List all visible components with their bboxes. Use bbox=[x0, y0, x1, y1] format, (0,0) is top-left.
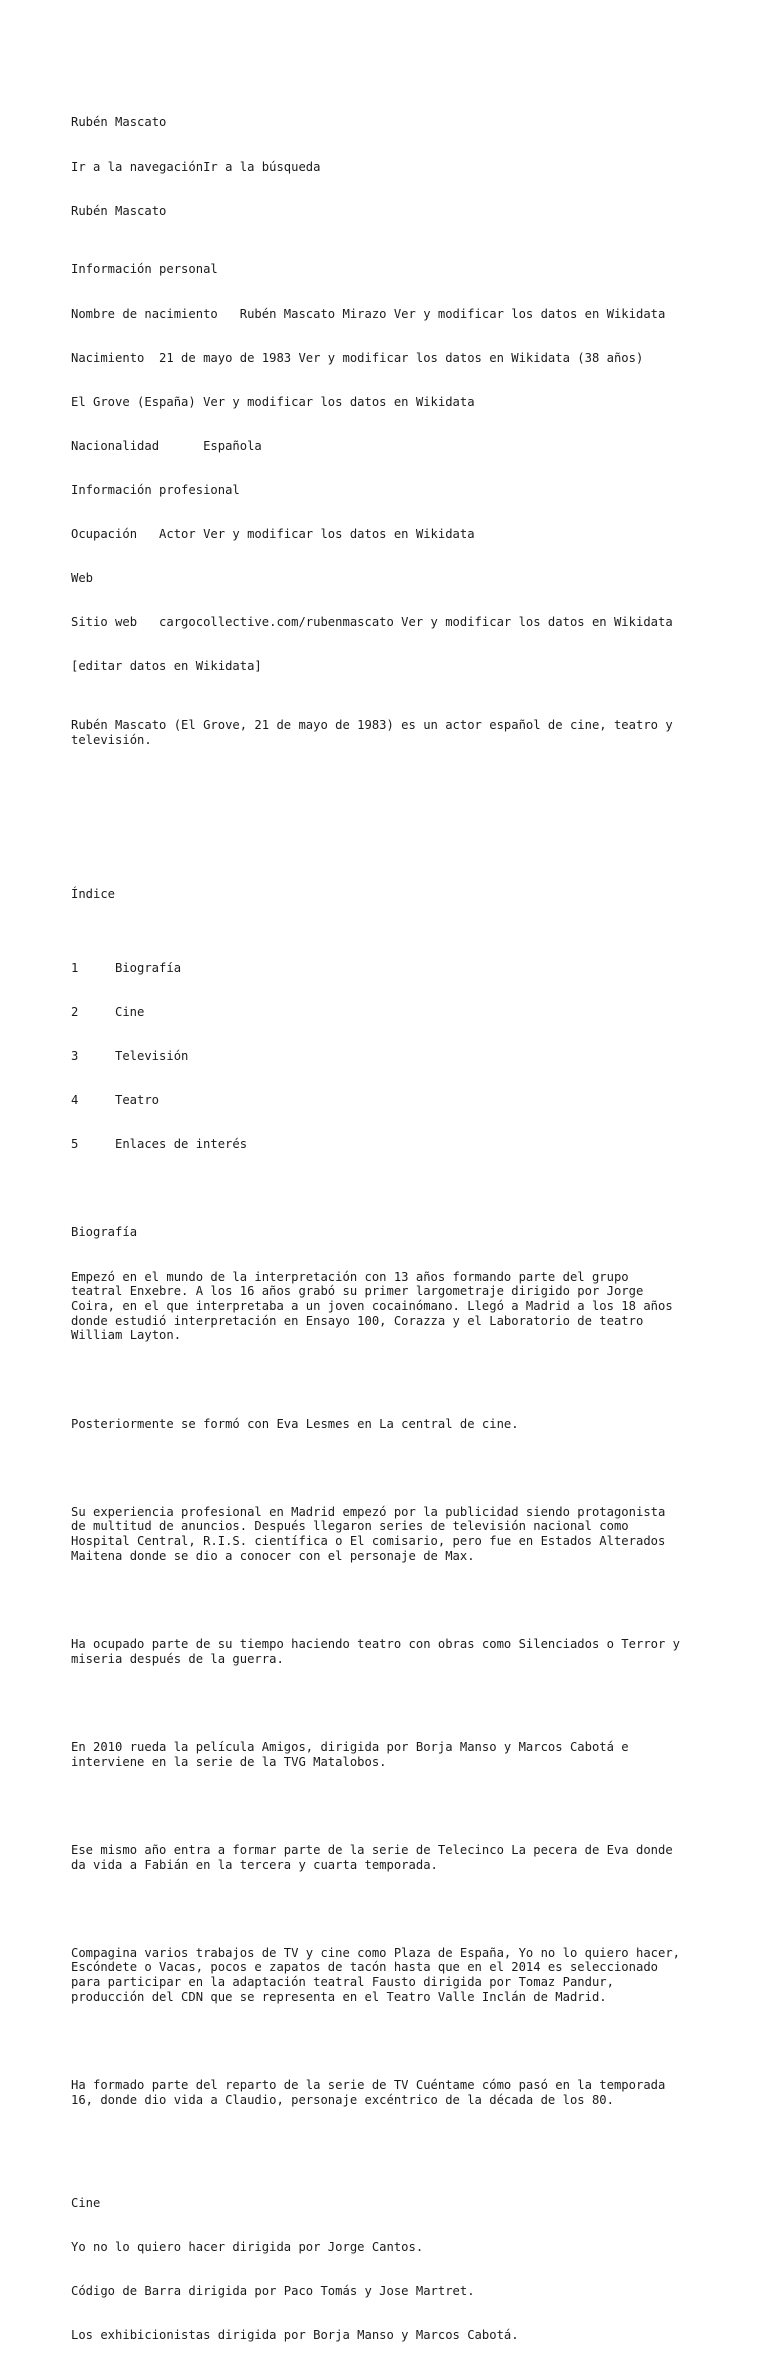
toc-label[interactable]: Teatro bbox=[115, 1093, 160, 1108]
article-subtitle: Rubén Mascato bbox=[71, 203, 167, 218]
toc-number: 1 bbox=[71, 960, 79, 975]
infobox-birthplace: El Grove (España) Ver y modificar los datos en Wikidata bbox=[71, 394, 475, 409]
spacer bbox=[71, 2034, 751, 2049]
toc-number: 3 bbox=[71, 1048, 79, 1063]
infobox-occupation: Ocupación Actor Ver y modificar los datos en Wikidata bbox=[71, 527, 475, 542]
biography-paragraph: Posteriormente se formó con Eva Lesmes en La central de cine. bbox=[71, 1416, 519, 1431]
edit-wikidata-link[interactable]: [editar datos en Wikidata] bbox=[71, 659, 262, 674]
page-title: Rubén Mascato bbox=[71, 115, 167, 130]
biography-paragraph: Ha ocupado parte de su tiempo haciendo teatro con obras como Silenciados o Terror y miseria después de la guerra. bbox=[71, 1637, 681, 1666]
spacer bbox=[71, 1799, 751, 1814]
toc-heading: Índice bbox=[71, 887, 116, 902]
toc-item[interactable] bbox=[71, 1137, 751, 1152]
toc-number: 2 bbox=[71, 1004, 79, 1019]
infobox-web-heading: Web bbox=[71, 571, 94, 586]
intro-paragraph: Rubén Mascato (El Grove, 21 de mayo de 1983) es un actor español de cine, teatro y televisión. bbox=[71, 718, 673, 747]
biography-paragraph: Ese mismo año entra a formar parte de la serie de Telecinco La pecera de Eva donde da vida a Fabián en la tercera y cuarta temporada. bbox=[71, 1842, 673, 1872]
toc-item[interactable] bbox=[71, 1005, 751, 1020]
toc-number: 5 bbox=[71, 1137, 79, 1152]
infobox-nationality: Nacionalidad Española bbox=[71, 438, 262, 453]
table-of-contents bbox=[71, 931, 751, 1181]
toc-item[interactable] bbox=[71, 1049, 751, 1064]
spacer bbox=[71, 1461, 751, 1476]
spacer bbox=[71, 1696, 751, 1711]
cine-item: Yo no lo quiero hacer dirigida por Jorge Cantos. bbox=[71, 2239, 424, 2254]
toc-label[interactable]: Cine bbox=[115, 1004, 145, 1019]
cine-item: Los exhibicionistas dirigida por Borja Manso y Marcos Cabotá. bbox=[71, 2328, 519, 2343]
biography-paragraph: Ha formado parte del reparto de la serie de TV Cuéntame cómo pasó en la temporada 16, donde dio vida a Claudio, personaje excéntrico de la década de los 80. bbox=[71, 2078, 666, 2107]
spacer bbox=[71, 1902, 751, 1917]
infobox-professional-heading: Información profesional bbox=[71, 482, 240, 497]
spacer bbox=[71, 2137, 751, 2152]
infobox-birth-name: Nombre de nacimiento Rubén Mascato Mirazo Ver y modificar los datos en Wikidata bbox=[71, 306, 666, 321]
infobox-personal-heading: Información personal bbox=[71, 262, 218, 277]
toc-label[interactable]: Biografía bbox=[115, 960, 182, 975]
biography-heading: Biografía bbox=[71, 1225, 138, 1240]
toc-item[interactable] bbox=[71, 961, 751, 976]
spacer bbox=[71, 777, 751, 799]
biography-paragraph: Empezó en el mundo de la interpretación con 13 años formando parte del grupo teatral Enxebre. A los 16 años grabó su primer largometraje dirigido por Jorge Coira, en el que interpretaba a un joven cocainómano. Llegó a Madrid a los 18 años donde estudió interpretación en Ensayo 100, Corazza y el Laboratorio de teatro William Layton. bbox=[71, 1269, 673, 1343]
infobox-website[interactable]: Sitio web cargocollective.com/rubenmascato Ver y modificar los datos en Wikidata bbox=[71, 615, 673, 630]
cine-heading: Cine bbox=[71, 2195, 101, 2210]
biography-paragraph: Compagina varios trabajos de TV y cine como Plaza de España, Yo no lo quiero hacer, Escóndete o Vacas, pocos e zapatos de tacón hasta que en el 2014 es seleccionado para participar en la adaptación teatral Fausto dirigida por Tomaz Pandur, producción del CDN que se representa en el Teatro Valle Inclán de Madrid. bbox=[71, 1945, 681, 2004]
biography-paragraph: En 2010 rueda la película Amigos, dirigida por Borja Manso y Marcos Cabotá e interviene en la serie de la TVG Matalobos. bbox=[71, 1739, 629, 1769]
spacer bbox=[71, 1372, 751, 1387]
toc-label[interactable]: Enlaces de interés bbox=[115, 1137, 248, 1152]
spacer bbox=[71, 828, 751, 843]
toc-label[interactable]: Televisión bbox=[115, 1048, 189, 1063]
spacer bbox=[71, 1593, 751, 1608]
toc-number: 4 bbox=[71, 1093, 79, 1108]
cine-item: Código de Barra dirigida por Paco Tomás y Jose Martret. bbox=[71, 2283, 475, 2298]
biography-paragraph: Su experiencia profesional en Madrid empezó por la publicidad siendo protagonista de multitud de anuncios. Después llegaron series de televisión nacional como Hospital Central, R.I.S. científica o El comisario, pero fue en Estados Alterados Maitena donde se dio a conocer con el personaje de Max. bbox=[71, 1504, 666, 1563]
skip-links[interactable]: Ir a la navegaciónIr a la búsqueda bbox=[71, 159, 321, 174]
toc-item[interactable] bbox=[71, 1093, 751, 1108]
article bbox=[71, 86, 751, 2357]
infobox-birth: Nacimiento 21 de mayo de 1983 Ver y modificar los datos en Wikidata (38 años) bbox=[71, 350, 644, 365]
